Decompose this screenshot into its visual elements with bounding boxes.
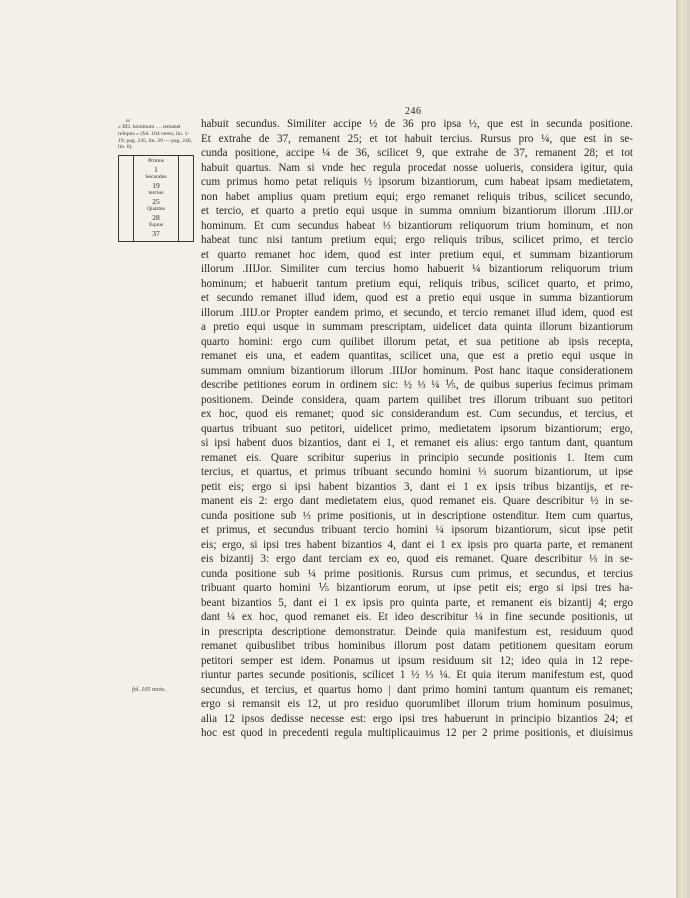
text-line: in prescripta descriptione demonstratur. Deinde quia manifestum est, residuum quod: [201, 625, 633, 638]
table-row-label: Equus: [149, 222, 163, 228]
text-line: hominum. Et cum secundus habeat ⅓ bizantiorum reliquorum trium hominum, et non: [201, 219, 633, 232]
folio-note: fol. 105 recto.: [132, 687, 166, 693]
text-line: et quarto remanet hoc idem, quod est inter pretium equi, et summam bizantiorum: [201, 248, 633, 261]
table-row-value: 25: [152, 197, 160, 206]
text-line: cunda positione sub ¼ prime positionis. Rursus cum primus, et secundus, et tercius: [201, 567, 633, 580]
margin-note-text: « IIIJ. hominum .... remanet reliquis » (fol. 104 verso, lin. 1-19; pag. 245, lin. 39 — pag. 246, lin. 6).: [118, 124, 192, 151]
text-line: cum primus homo petat reliquis ½ ipsorum bizantiorum, cum habeat ipsam medietatem,: [201, 176, 633, 188]
text-line: remanet eis una, et eadem quantitas, scilicet una, que est a pretio equi usque in: [201, 350, 633, 362]
text-line: remanet eis. Quare scribitur superius in principio secunde positionis 1. Item cum: [201, 451, 633, 464]
text-line: secundus, et tercius, et quartus homo | dant primo homini tantum quantum eis remanet;: [201, 683, 633, 696]
text-line: tribuant quarto homini ⅕ bizantiorum eorum, ut ipse petit eis; ergo si ipsi tres ha-: [201, 582, 633, 594]
table-row-label: Secundus: [145, 174, 167, 180]
table-row-label: tercius: [148, 190, 164, 196]
text-line: summam omnium bizantiorum illorum .IIIJor hominum. Post hanc itaque considerationem: [201, 364, 633, 377]
text-line: non habet amplius quam pretium equi; ergo remanet reliquis tribus, scilicet secundo,: [201, 190, 633, 203]
text-line: si ipsi habent duos bizantios, dant ei 1, et remanet eis alius: ergo tantum dant, quantum: [201, 437, 633, 449]
page-number: 246: [405, 106, 422, 117]
text-line: quarto homini: ergo cum quilibet illorum petat, et sua petitione ab ipsis recepta,: [201, 335, 633, 348]
text-line: habeat tunc nisi tantum pretium equi; ergo reliquis tribus, scilicet primo, et tercio: [201, 234, 633, 246]
text-line: tercius, et quartus, et primus tribuant secundo homini ⅓ suorum bizantiorum, ut ipse: [201, 466, 633, 478]
text-line: manent eis 2: ergo dant medietatem eius, quod remanet eis. Quare describitur ½ in se-: [201, 495, 633, 507]
text-line: habuit secundus. Similiter accipe ½ de 36 pro ipsa ½, que est in secunda positione.: [201, 118, 633, 130]
text-line: petit eis; ergo si ipsi habent bizantios 3, dant ei 1 ex ipsis tribus bizantijs, et re-: [201, 480, 633, 493]
table-row-value: 28: [152, 213, 160, 222]
table-row-label: Primus: [148, 158, 164, 164]
table-row-value: 19: [152, 181, 160, 190]
table-row-value: 37: [152, 229, 160, 238]
text-line: quartus tribuant suo petitori, uidelicet primo, medietatem ipsorum bizantiorum; ergo,: [201, 422, 633, 435]
text-line: hominum; et habuerit tantum pretium equi, reliquis tribus, scilicet quarto, et primo,: [201, 277, 633, 290]
text-line: describe petitiones eorum in ordinem sic: ½ ⅓ ¼ ⅕, de quibus superius fecimus primam: [201, 379, 633, 391]
margin-note-superscript: or: [126, 119, 131, 124]
table-row-label: Quartus: [147, 206, 165, 212]
text-line: a pretio equi usque in summam prescriptam, uidelicet data quinta illorum bizantiorum: [201, 321, 633, 333]
text-line: ex hoc, quod eis remanet; quod sic considerandum est. Cum secundus, et tercius, et: [201, 408, 633, 420]
text-line: habuit quartus. Nam si vnde hec regula procedat nosse uolueris, considera igitur, quia: [201, 161, 633, 174]
text-line: alia 12 ipsos dedisse necesse est: ergo ipsi tres habuerunt in principio bizantios 24; et: [201, 712, 633, 725]
text-line: illorum .IIIJor. Similiter cum tercius homo habuerit ¼ bizantiorum reliquorum trium: [201, 263, 633, 275]
page-edge: [676, 0, 690, 898]
text-line: eis; ergo, si ipsi tres habent bizantios 4, dant ei 1 ex ipsis pro quarta parte, et remanent: [201, 538, 633, 551]
text-line: eis bizantij 3: ergo dant terciam ex eo, quod eis remanet. Quare describitur ⅓ in se-: [201, 553, 633, 565]
text-line: hoc est quod in precedenti regula multiplicauimus 12 per 2 prime positionis, et diuisimus: [201, 727, 633, 739]
text-line: positionem. Deinde considera, quam partem quilibet tres illorum tribuant suo petitori: [201, 393, 633, 406]
table-row-value: 1: [154, 165, 158, 174]
text-line: beant bizantios 5, dant ei 1 ex ipsis pro quinta parte, et remanent eis bizantij 4; ergo: [201, 596, 633, 609]
text-line: dant ¼ ex hoc, quod remanet eis. Et ideo describitur ¼ in fine secunde positionis, ut: [201, 611, 633, 623]
petition-table-inner: [133, 156, 179, 241]
text-line: illorum .IIIJ.or Propter eandem primo, et secundo, et tercio remanet illud idem, quod est: [201, 306, 633, 319]
margin-note: [118, 119, 196, 151]
text-line: cunda positione sub ⅓ prime positionis, ut in descriptione ostenditur. Item cum quartus,: [201, 509, 633, 522]
text-line: Et extrahe de 37, remanent 25; et tot habuit tercius. Rursus pro ¼, que est in se-: [201, 132, 633, 145]
text-line: et secundo remanet illud idem, quod est a pretio equi usque in summa bizantiorum: [201, 292, 633, 304]
text-line: riuntur partes secunde positionis, scilicet 1 ½ ⅓ ¼. Et quia iterum manifestum est, quod: [201, 669, 633, 681]
text-line: cunda positione, accipe ¼ de 36, scilicet 9, que extrahe de 37, remanent 28; et tot: [201, 147, 633, 159]
text-line: petitori semper est idem. Ponamus ut ipsum residuum sit 12; ideo quia in 12 repe-: [201, 654, 633, 667]
text-line: ergo si remansit eis 12, ut pro residuo quorumlibet illorum trium hominum posuimus,: [201, 698, 633, 710]
petition-table: [118, 155, 194, 242]
body-text: [201, 117, 633, 741]
text-line: et tercio, et quarto a pretio equi usque in summa omnium bizantiorum illorum .IIIJ.or: [201, 205, 633, 217]
text-line: remanet quibuslibet tribus hominibus illorum post datam petitionem quesitam eorum: [201, 640, 633, 652]
text-line: et primus, et secundus tribuant tercio homini ¼ ipsorum bizantiorum, sicut ipse petit: [201, 524, 633, 536]
